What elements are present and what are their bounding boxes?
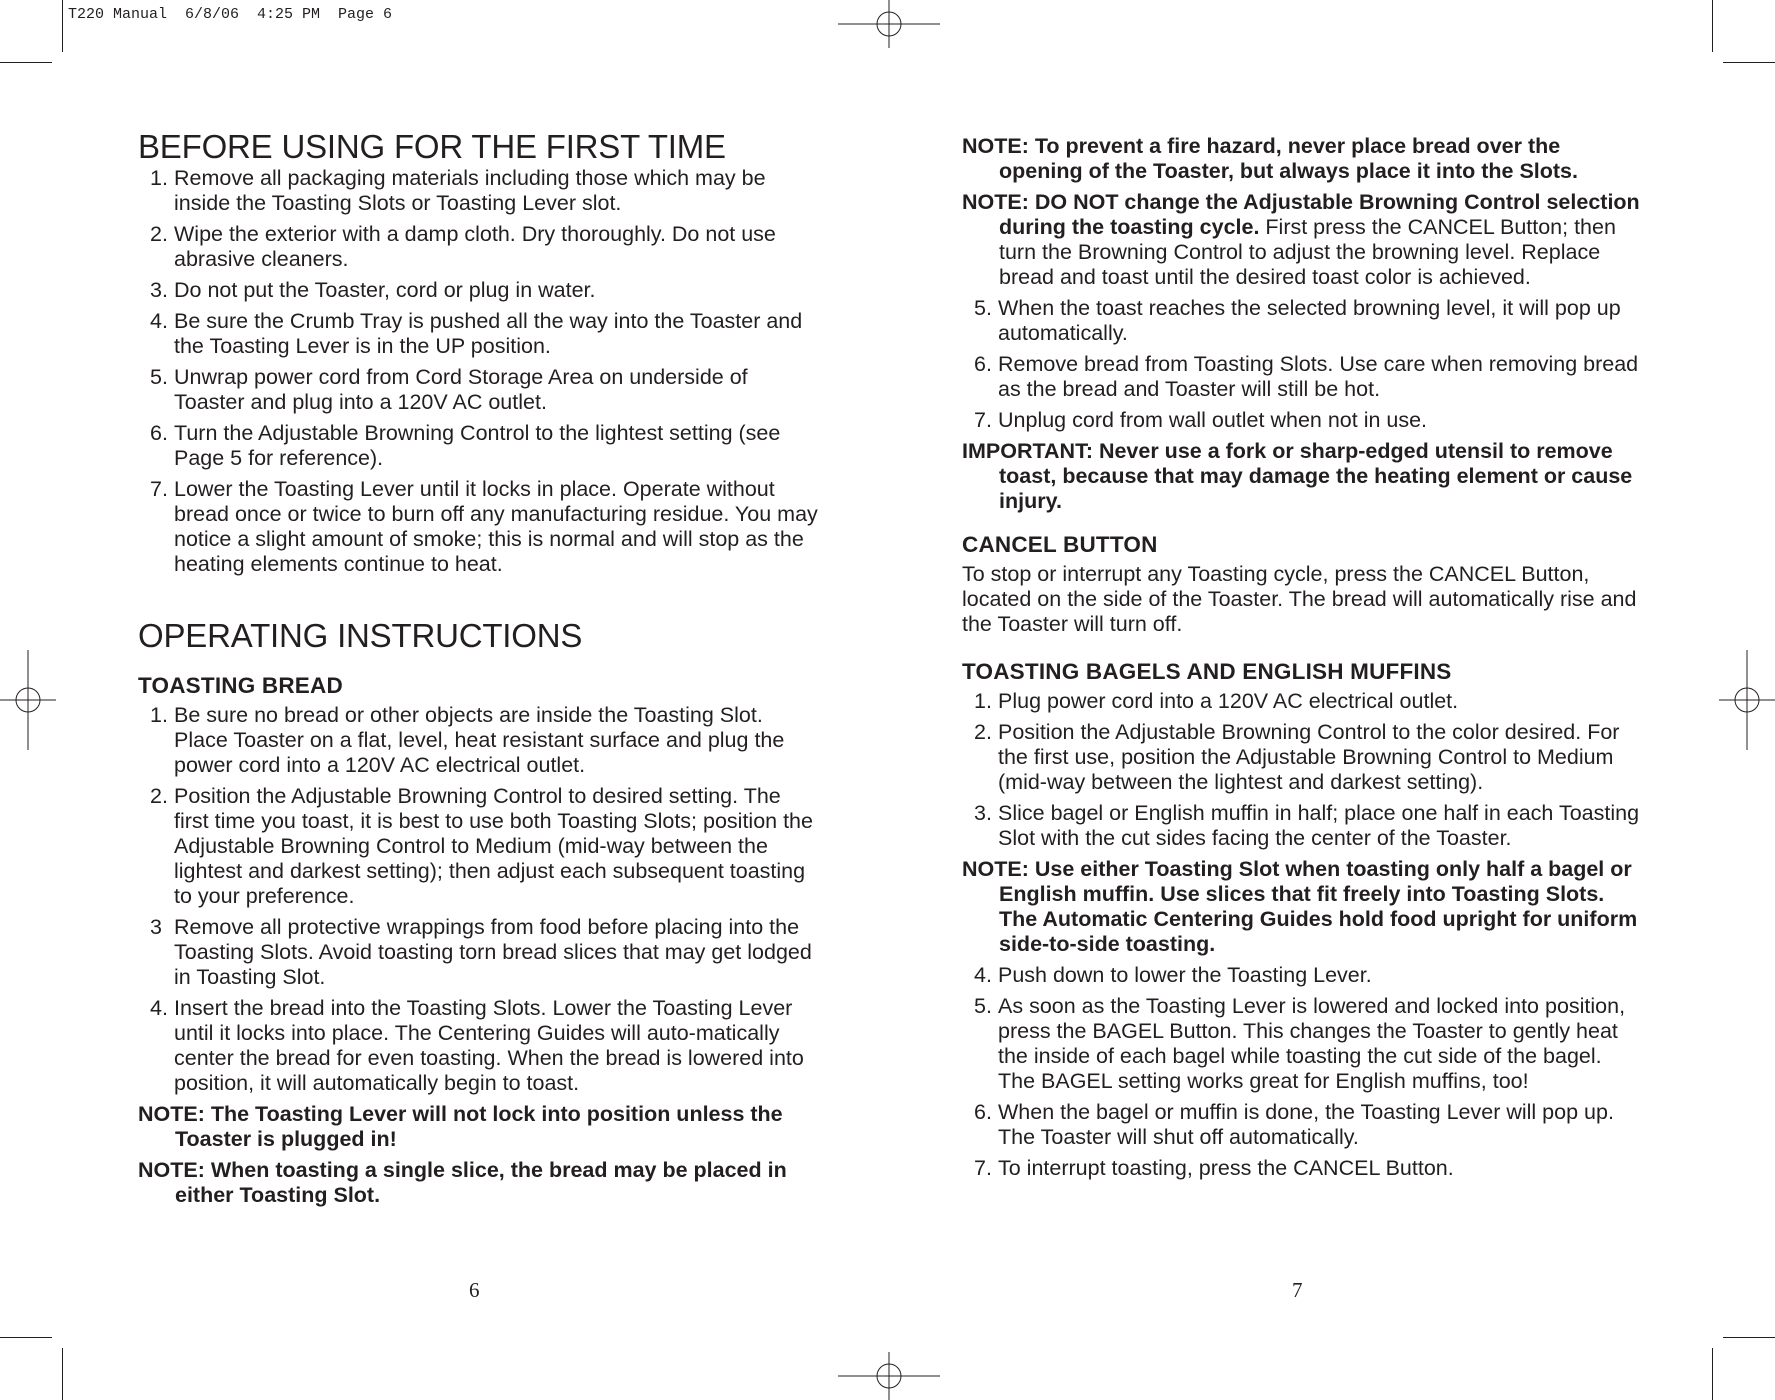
step-text: Plug power cord into a 120V AC electrical outlet.: [998, 689, 1459, 713]
list-item: [962, 994, 1642, 1094]
toasting-steps-continued: [962, 296, 1642, 433]
subsection-title-bagels: TOASTING BAGELS AND ENGLISH MUFFINS: [962, 659, 1452, 684]
step-text: Insert the bread into the Toasting Slots. Lower the Toasting Lever until it locks into place. The Centering Guides will auto-matically center the bread for even toasting. When the bread is lowered into position, it will automatically begin to toast.: [174, 996, 804, 1095]
left-page-content: [138, 128, 818, 1214]
list-item: [138, 278, 818, 303]
bagel-steps-2: [962, 963, 1642, 1181]
step-text: Be sure no bread or other objects are inside the Toasting Slot. Place Toaster on a flat, level, heat resistant surface and plug the power cord into a 120V AC electrical outlet.: [174, 703, 785, 777]
crop-mark: [1712, 1348, 1713, 1400]
list-item: [138, 222, 818, 272]
list-item: [962, 963, 1642, 988]
registration-mark-right: [1719, 650, 1775, 750]
page-number-left: 6: [469, 1278, 480, 1302]
crop-mark: [1712, 0, 1713, 52]
list-item: [962, 296, 1642, 346]
note-single-slice: NOTE: When toasting a single slice, the bread may be placed in either Toasting Slot.: [138, 1158, 787, 1207]
list-item: [962, 801, 1642, 851]
list-item: [962, 720, 1642, 795]
step-number: 5.: [974, 994, 992, 1018]
subsection-title-toasting-bread: TOASTING BREAD: [138, 673, 343, 698]
crop-mark: [1723, 62, 1775, 63]
step-text: Do not put the Toaster, cord or plug in water.: [174, 278, 596, 302]
step-number: 5.: [150, 365, 168, 389]
registration-mark-left: [0, 650, 56, 750]
list-item: [138, 784, 818, 909]
step-number: 2.: [150, 784, 168, 808]
list-item: [962, 352, 1642, 402]
right-page-content: [962, 134, 1642, 1187]
step-number: 4.: [150, 996, 168, 1020]
step-text: Slice bagel or English muffin in half; place one half in each Toasting Slot with the cut sides facing the center of the Toaster.: [998, 801, 1640, 850]
list-item: [962, 408, 1642, 433]
section-title-first-time: BEFORE USING FOR THE FIRST TIME: [138, 128, 726, 165]
list-item: [138, 996, 818, 1096]
important-notice: IMPORTANT: Never use a fork or sharp-edged utensil to remove toast, because that may damage the heating element or cause injury.: [962, 439, 1633, 513]
list-item: [138, 915, 818, 990]
step-number: 3.: [150, 278, 168, 302]
step-number: 7.: [150, 477, 168, 501]
cancel-button-description: To stop or interrupt any Toasting cycle, press the CANCEL Button, located on the side of the Toaster. The bread will automatically rise and the Toaster will turn off.: [962, 562, 1637, 636]
step-text: Lower the Toasting Lever until it locks in place. Operate without bread once or twice to burn off any manufacturing residue. You may notice a slight amount of smoke; this is normal and will stop as the heating elements continue to heat.: [174, 477, 818, 576]
note-browning-control: NOTE: DO NOT change the Adjustable Browning Control selection during the toasting cycle. First press the CANCEL Button; then turn the Browning Control to adjust the browning level. Replace bread and toast until the desired toast color is achieved.: [962, 190, 1640, 289]
note-half-bagel: NOTE: Use either Toasting Slot when toasting only half a bagel or English muffin. Use slices that fit freely into Toasting Slots. The Automatic Centering Guides hold food upright for uniform side-to-side toasting.: [962, 857, 1638, 956]
first-time-steps: [138, 166, 818, 577]
crop-mark: [0, 62, 52, 63]
step-text: Remove all packaging materials including those which may be inside the Toasting Slots or Toasting Lever slot.: [174, 166, 766, 215]
step-number: 2.: [974, 720, 992, 744]
page-number-right: 7: [1292, 1278, 1303, 1302]
list-item: [138, 477, 818, 577]
toasting-bread-steps: [138, 703, 818, 1096]
step-number: 7.: [974, 408, 992, 432]
step-text: To interrupt toasting, press the CANCEL Button.: [998, 1156, 1454, 1180]
crop-mark: [62, 1348, 63, 1400]
registration-mark-bottom: [838, 1352, 940, 1400]
step-text: Unplug cord from wall outlet when not in use.: [998, 408, 1428, 432]
list-item: [138, 365, 818, 415]
printer-slug: T220 Manual 6/8/06 4:25 PM Page 6: [68, 6, 393, 23]
bagel-steps-1: [962, 689, 1642, 851]
step-number: 3: [150, 915, 162, 939]
step-text: Push down to lower the Toasting Lever.: [998, 963, 1372, 987]
step-number: 4.: [150, 309, 168, 333]
step-number: 5.: [974, 296, 992, 320]
step-text: Turn the Adjustable Browning Control to the lightest setting (see Page 5 for reference).: [174, 421, 781, 470]
step-number: 6.: [974, 352, 992, 376]
step-text: When the bagel or muffin is done, the Toasting Lever will pop up. The Toaster will shut off automatically.: [998, 1100, 1614, 1149]
registration-mark-top: [838, 0, 940, 48]
step-text: Remove bread from Toasting Slots. Use care when removing bread as the bread and Toaster will still be hot.: [998, 352, 1639, 401]
list-item: [138, 309, 818, 359]
step-text: When the toast reaches the selected browning level, it will pop up automatically.: [998, 296, 1621, 345]
subsection-title-cancel-button: CANCEL BUTTON: [962, 532, 1158, 557]
step-number: 4.: [974, 963, 992, 987]
list-item: [138, 421, 818, 471]
list-item: [962, 1156, 1642, 1181]
step-text: Position the Adjustable Browning Control to desired setting. The first time you toast, it is best to use both Toasting Slots; position the Adjustable Browning Control to Medium (mid-way between the lightest and darkest setting); then adjust each subsequent toasting to your preference.: [174, 784, 813, 908]
list-item: [962, 689, 1642, 714]
step-text: As soon as the Toasting Lever is lowered and locked into position, press the BAGEL Button. This changes the Toaster to gently heat the inside of each bagel while toasting the cut side of the bagel. The BAGEL setting works great for English muffins, too!: [998, 994, 1626, 1093]
step-number: 7.: [974, 1156, 992, 1180]
note-fire-hazard: NOTE: To prevent a fire hazard, never place bread over the opening of the Toaster, but always place it into the Slots.: [962, 134, 1578, 183]
step-number: 1.: [150, 166, 168, 190]
step-number: 1.: [974, 689, 992, 713]
list-item: [138, 703, 818, 778]
list-item: [138, 166, 818, 216]
step-number: 2.: [150, 222, 168, 246]
step-number: 3.: [974, 801, 992, 825]
step-text: Wipe the exterior with a damp cloth. Dry thoroughly. Do not use abrasive cleaners.: [174, 222, 776, 271]
crop-mark: [62, 0, 63, 52]
step-number: 6.: [974, 1100, 992, 1124]
note-lever-lock: NOTE: The Toasting Lever will not lock into position unless the Toaster is plugged in!: [138, 1102, 783, 1151]
step-text: Position the Adjustable Browning Control to the color desired. For the first use, position the Adjustable Browning Control to Medium (mid-way between the lightest and darkest setting).: [998, 720, 1620, 794]
step-text: Remove all protective wrappings from food before placing into the Toasting Slots. Avoid toasting torn bread slices that may get lodged in Toasting Slot.: [174, 915, 812, 989]
step-text: Unwrap power cord from Cord Storage Area on underside of Toaster and plug into a 120V AC outlet.: [174, 365, 748, 414]
step-number: 1.: [150, 703, 168, 727]
step-text: Be sure the Crumb Tray is pushed all the way into the Toaster and the Toasting Lever is in the UP position.: [174, 309, 803, 358]
list-item: [962, 1100, 1642, 1150]
section-title-operating: OPERATING INSTRUCTIONS: [138, 617, 583, 654]
step-number: 6.: [150, 421, 168, 445]
crop-mark: [1723, 1337, 1775, 1338]
crop-mark: [0, 1337, 52, 1338]
